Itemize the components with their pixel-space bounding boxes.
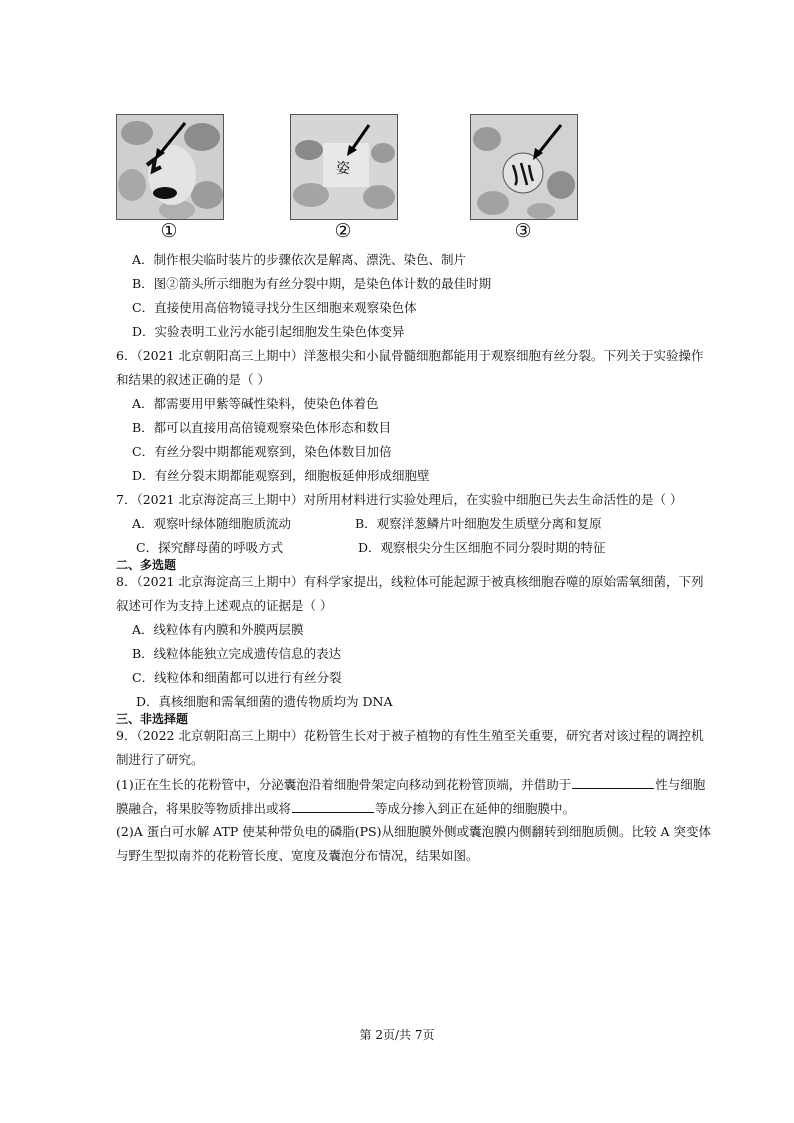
q7-option-a: A．观察叶绿体随细胞质流动 (132, 516, 292, 531)
micrograph-prophase-icon (471, 115, 577, 219)
q5-option-a: A．制作根尖临时装片的步骤依次是解离、漂洗、染色、制片 (132, 252, 467, 267)
figure-label-1: ① (160, 220, 178, 242)
micrograph-3 (470, 114, 578, 220)
q6-stem-line1: 6．（2021 北京朝阳高三上期中）洋葱根尖和小鼠骨髓细胞都能用于观察细胞有丝分裂。下列关于实验操作 (116, 348, 704, 363)
q8-option-b: B．线粒体能独立完成遗传信息的表达 (132, 646, 342, 661)
q9-part2-line2: 与野生型拟南芥的花粉管长度、宽度及囊泡分布情况，结果如图。 (116, 848, 479, 863)
q6-option-a: A．都需要用甲紫等碱性染料，使染色体着色 (132, 396, 379, 411)
q8-option-c: C．线粒体和细菌都可以进行有丝分裂 (132, 670, 342, 685)
q6-option-b: B．都可以直接用高倍镜观察染色体形态和数目 (132, 420, 392, 435)
q5-option-b: B．图②箭头所示细胞为有丝分裂中期，是染色体计数的最佳时期 (132, 276, 492, 291)
q6-option-c: C．有丝分裂中期都能观察到，染色体数目加倍 (132, 444, 392, 459)
q9-part1-line1 (116, 776, 705, 793)
q8-stem-line1: 8．（2021 北京海淀高三上期中）有科学家提出，线粒体可能起源于被真核细胞吞噬的原始需氧细菌，下列 (116, 574, 704, 589)
q7-option-b: B．观察洋葱鳞片叶细胞发生质壁分离和复原 (355, 516, 602, 531)
figure-label-2: ② (334, 220, 352, 242)
micrograph-2 (290, 114, 398, 220)
q9-part1-line2 (116, 800, 575, 817)
q6-stem-line2: 和结果的叙述正确的是（ ） (116, 372, 270, 387)
micrograph-1 (116, 114, 224, 220)
answer-blank-1[interactable] (572, 776, 654, 789)
q7-option-d: D．观察根尖分生区细胞不同分裂时期的特征 (358, 540, 606, 555)
svg-text:姿: 姿 (336, 161, 350, 177)
q9-part1-line1-text-b: 性与细胞 (655, 777, 706, 792)
q9-part1-line2-text-b: 等成分掺入到正在延伸的细胞膜中。 (375, 801, 576, 816)
q8-option-d: D．真核细胞和需氧细菌的遗传物质均为 DNA (136, 694, 393, 709)
q9-part1-line1-text-a: (1)正在生长的花粉管中，分泌囊泡沿着细胞骨架定向移动到花粉管顶端，并借助于 (116, 777, 572, 792)
q5-option-d: D．实验表明工业污水能引起细胞发生染色体变异 (132, 324, 405, 339)
q6-option-d: D．有丝分裂末期都能观察到，细胞板延伸形成细胞壁 (132, 468, 430, 483)
q9-part2-line1: (2)A 蛋白可水解 ATP 使某种带负电的磷脂(PS)从细胞膜外侧或囊泡膜内侧翻转到细胞质侧。比较 A 突变体 (116, 824, 711, 839)
q9-part1-line2-text-a: 膜融合，将果胶等物质排出或将 (116, 801, 292, 816)
answer-blank-2[interactable] (292, 800, 374, 813)
section-heading-multiple-choice: 二、多选题 (116, 558, 177, 572)
q9-stem-line2: 制进行了研究。 (116, 752, 204, 767)
micrograph-row (116, 114, 576, 244)
q8-stem-line2: 叙述可作为支持上述观点的证据是（ ） (116, 598, 333, 613)
q7-stem: 7．（2021 北京海淀高三上期中）对所用材料进行实验处理后，在实验中细胞已失去生命活性的是（ ） (116, 492, 683, 507)
figure-label-3: ③ (514, 220, 532, 242)
q9-stem-line1: 9．（2022 北京朝阳高三上期中）花粉管生长对于被子植物的有性生殖至关重要，研究者对该过程的调控机 (116, 728, 704, 743)
q7-option-c: C．探究酵母菌的呼吸方式 (136, 540, 284, 555)
micrograph-metaphase-icon (291, 115, 397, 219)
q5-option-c: C．直接使用高倍物镜寻找分生区细胞来观察染色体 (132, 300, 417, 315)
micrograph-anaphase-icon (117, 115, 223, 219)
section-heading-non-choice: 三、非选择题 (116, 712, 189, 726)
page-number-footer: 第 2页/共 7页 (359, 1028, 435, 1042)
q8-option-a: A．线粒体有内膜和外膜两层膜 (132, 622, 304, 637)
